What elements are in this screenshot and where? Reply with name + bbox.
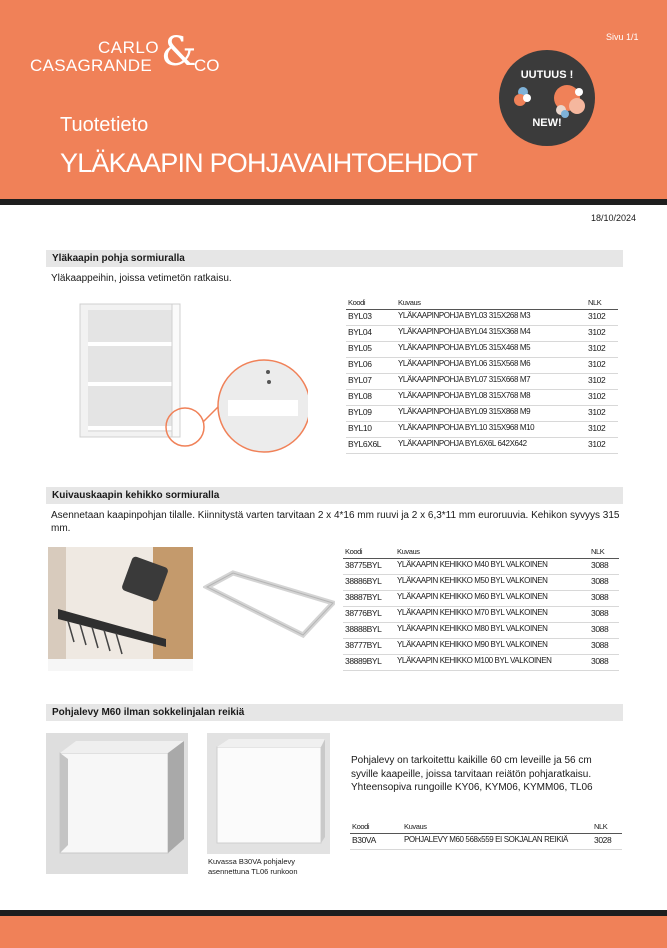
cell-code: BYL10 — [346, 422, 396, 438]
cell-description: YLÄKAAPIN KEHIKKO M40 BYL VALKOINEN — [395, 559, 589, 575]
brand-logo — [30, 29, 230, 78]
cell-description: YLÄKAAPINPOHJA BYL09 315X868 M9 — [396, 406, 586, 422]
cell-description: YLÄKAAPIN KEHIKKO M60 BYL VALKOINEN — [395, 591, 589, 607]
table-row — [346, 390, 618, 406]
drying-rack-photo — [48, 547, 193, 671]
new-badge — [499, 50, 595, 146]
table-row — [350, 834, 622, 850]
cell-code: BYL07 — [346, 374, 396, 390]
cell-code: B30VA — [350, 834, 402, 850]
page-title: YLÄKAAPIN POHJAVAIHTOEHDOT — [60, 148, 478, 178]
table-row — [346, 310, 618, 326]
cell-code: 38889BYL — [343, 655, 395, 671]
cell-code: 38887BYL — [343, 591, 395, 607]
cell-nlk: 3102 — [586, 358, 618, 374]
badge-text-bottom: NEW! — [532, 117, 562, 129]
table-header-row — [343, 547, 619, 559]
section1-table — [346, 298, 618, 454]
badge-text-top: UUTUUS ! — [520, 69, 574, 81]
cell-nlk: 3088 — [589, 639, 619, 655]
cell-code: BYL04 — [346, 326, 396, 342]
table-header-row — [350, 822, 622, 834]
section2-table — [343, 547, 619, 671]
cabinet-photo — [48, 300, 308, 455]
cabinet-with-panel-photo — [207, 733, 330, 854]
cell-nlk: 3102 — [586, 438, 618, 454]
col-header-description: Kuvaus — [396, 298, 586, 310]
col-header-code: Koodi — [350, 822, 402, 834]
cell-code: 38888BYL — [343, 623, 395, 639]
cell-nlk: 3102 — [586, 422, 618, 438]
section2-description: Asennetaan kaapinpohjan tilalle. Kiinnitystä varten tarvitaan 2 x 4*16 mm ruuvi ja 2 x 6,3*11 mm euroruuvia. Kehikon syvyys 315 mm. — [51, 510, 620, 534]
cell-code: 38886BYL — [343, 575, 395, 591]
cell-nlk: 3102 — [586, 310, 618, 326]
cell-description: YLÄKAAPINPOHJA BYL6X6L 642X642 — [396, 438, 586, 454]
cell-code: 38775BYL — [343, 559, 395, 575]
rack-frame-photo — [203, 567, 335, 643]
cell-code: 38776BYL — [343, 607, 395, 623]
col-header-description: Kuvaus — [402, 822, 592, 834]
table-row — [346, 374, 618, 390]
section3-table — [350, 822, 622, 850]
cell-nlk: 3102 — [586, 326, 618, 342]
cell-description: YLÄKAAPIN KEHIKKO M90 BYL VALKOINEN — [395, 639, 589, 655]
cell-nlk: 3088 — [589, 607, 619, 623]
badge-bubbles-icon — [499, 50, 595, 146]
cell-nlk: 3102 — [586, 406, 618, 422]
cell-description: YLÄKAAPIN KEHIKKO M80 BYL VALKOINEN — [395, 623, 589, 639]
col-header-code: Koodi — [346, 298, 396, 310]
table-row — [346, 342, 618, 358]
section2-heading: Kuivauskaapin kehikko sormiuralla — [46, 487, 623, 504]
cell-nlk: 3028 — [592, 834, 622, 850]
logo-co: CO — [194, 56, 220, 75]
logo-ampersand: & — [161, 29, 197, 75]
document-date: 18/10/2024 — [590, 213, 636, 223]
cell-description: YLÄKAAPINPOHJA BYL05 315X468 M5 — [396, 342, 586, 358]
cell-nlk: 3088 — [589, 575, 619, 591]
cell-code: BYL03 — [346, 310, 396, 326]
cell-code: 38777BYL — [343, 639, 395, 655]
section1-description: Yläkaappeihin, joissa vetimetön ratkaisu. — [51, 273, 232, 284]
table-row — [346, 358, 618, 374]
col-header-nlk: NLK — [592, 822, 622, 834]
cell-description: YLÄKAAPINPOHJA BYL04 315X368 M4 — [396, 326, 586, 342]
table-row — [346, 422, 618, 438]
table-row — [346, 438, 618, 454]
cell-nlk: 3088 — [589, 623, 619, 639]
cell-nlk: 3088 — [589, 655, 619, 671]
table-header-row — [346, 298, 618, 310]
cell-nlk: 3102 — [586, 342, 618, 358]
cell-description: YLÄKAAPIN KEHIKKO M50 BYL VALKOINEN — [395, 575, 589, 591]
cell-code: BYL05 — [346, 342, 396, 358]
table-row — [343, 607, 619, 623]
col-header-nlk: NLK — [586, 298, 618, 310]
section1-heading: Yläkaapin pohja sormiuralla — [46, 250, 623, 267]
cell-code: BYL09 — [346, 406, 396, 422]
logo-line2: CASAGRANDE — [30, 56, 153, 75]
logo-line1: CARLO — [98, 38, 160, 57]
table-row — [343, 559, 619, 575]
cell-description: YLÄKAAPIN KEHIKKO M100 BYL VALKOINEN — [395, 655, 589, 671]
table-row — [343, 591, 619, 607]
footer-banner — [0, 916, 667, 948]
page-number: Sivu 1/1 — [606, 32, 639, 42]
table-row — [346, 326, 618, 342]
cell-description: YLÄKAAPIN KEHIKKO M70 BYL VALKOINEN — [395, 607, 589, 623]
col-header-code: Koodi — [343, 547, 395, 559]
cell-description: POHJALEVY M60 568x559 EI SOKJALAN REIKIÄ — [402, 834, 592, 850]
table-row — [343, 623, 619, 639]
cell-code: BYL06 — [346, 358, 396, 374]
section3-description: Pohjalevy on tarkoitettu kaikille 60 cm leveille ja 56 cm syville kaapeille, joissa tarvitaan reiätön pohjaratkaisu. Yhteensopiva rungoille KY06, KYM06, KYMM06, TL06 — [351, 755, 593, 793]
table-row — [343, 575, 619, 591]
table-row — [343, 639, 619, 655]
section3-caption: Kuvassa B30VA pohjalevy asennettuna TL06 runkoon — [208, 857, 298, 876]
col-header-nlk: NLK — [589, 547, 619, 559]
table-row — [346, 406, 618, 422]
cell-code: BYL08 — [346, 390, 396, 406]
cell-nlk: 3088 — [589, 559, 619, 575]
table-row — [343, 655, 619, 671]
base-panel-photo — [46, 733, 188, 874]
cell-description: YLÄKAAPINPOHJA BYL10 315X968 M10 — [396, 422, 586, 438]
col-header-description: Kuvaus — [395, 547, 589, 559]
cell-description: YLÄKAAPINPOHJA BYL07 315X668 M7 — [396, 374, 586, 390]
cell-nlk: 3088 — [589, 591, 619, 607]
header-banner — [0, 0, 667, 199]
header-divider — [0, 199, 667, 205]
cell-description: YLÄKAAPINPOHJA BYL06 315X568 M6 — [396, 358, 586, 374]
cell-nlk: 3102 — [586, 374, 618, 390]
cell-code: BYL6X6L — [346, 438, 396, 454]
section3-heading: Pohjalevy M60 ilman sokkelinjalan reikiä — [46, 704, 623, 721]
cell-description: YLÄKAAPINPOHJA BYL03 315X268 M3 — [396, 310, 586, 326]
cell-nlk: 3102 — [586, 390, 618, 406]
page-subtitle: Tuotetieto — [60, 114, 149, 136]
cell-description: YLÄKAAPINPOHJA BYL08 315X768 M8 — [396, 390, 586, 406]
